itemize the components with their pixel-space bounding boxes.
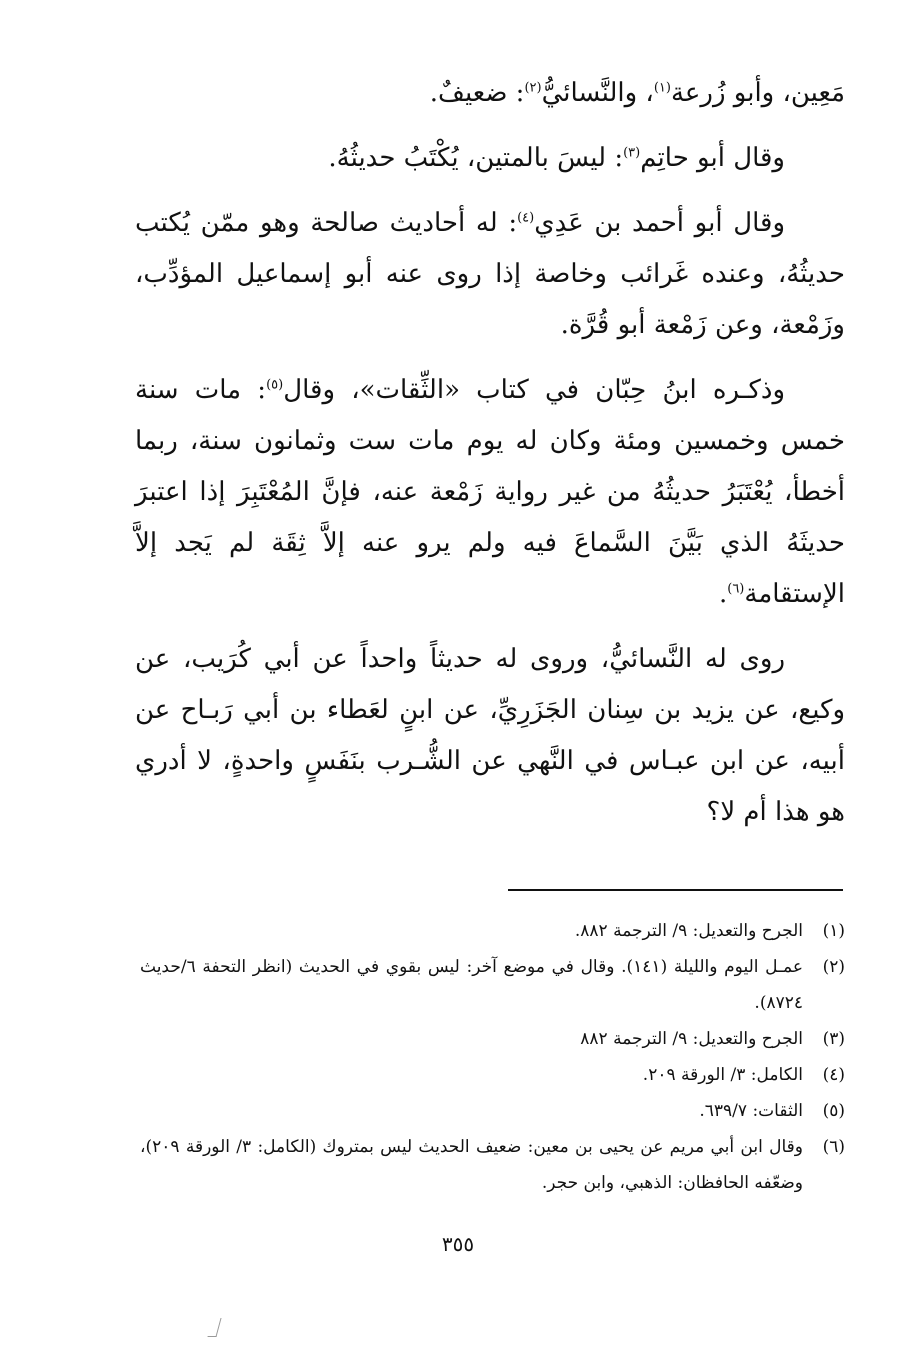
paragraph-4	[135, 365, 845, 620]
footnote-ref-3: (٣)	[623, 145, 641, 161]
paragraph-1-text-a: مَعِين، وأبو زُرعة	[670, 78, 845, 108]
footnote-3	[140, 1021, 845, 1057]
footnote-1	[140, 913, 845, 949]
footnote-text: عمـل اليوم والليلة (١٤١). وقال في موضع آخر: ليس بقوي في الحديث (انظر التحفة ٦/حديث ٨٧٢٤).	[140, 957, 804, 1013]
footnote-number: (٦)	[822, 1137, 845, 1157]
footnote-ref-6: (٦)	[727, 581, 745, 597]
paragraph-1-text-c: : ضعيفٌ.	[429, 78, 525, 108]
paragraph-4-text-b: : مات سنة خمس وخمسين ومئة وكان له يوم مات ست وثمانون سنة، ربما أخطأ، يُعْتَبَرُ حديثُهُ من غير رواية زَمْعة عنه، فإنَّ المُعْتَبِرَ إذا اعتبرَ حديثَهُ الذي بَيَّنَ السَّماعَ فيه ولم يرو عنه إلاَّ ثِقَة لم يَجد إلاَّ الإستقامة	[135, 375, 845, 609]
footnotes	[140, 913, 845, 1201]
footnote-number: (٥)	[822, 1101, 845, 1121]
footnote-number: (٢)	[822, 957, 845, 977]
scan-mark	[207, 1318, 221, 1337]
footnote-ref-4: (٤)	[517, 210, 535, 226]
paragraph-3-text-b: : له أحاديث صالحة وهو ممّن يُكتب حديثُهُ، وعنده غَرائب وخاصة إذا روى عنه أبو إسماعيل المؤدِّب، وزَمْعة، وعن زَمْعة أبو قُرَّة.	[135, 208, 845, 340]
footnote-separator	[508, 889, 843, 891]
footnote-ref-1: (١)	[653, 80, 671, 96]
paragraph-2	[135, 133, 845, 184]
footnote-text: الكامل: ٣/ الورقة ٢٠٩.	[642, 1065, 803, 1085]
footnote-number: (٤)	[822, 1065, 845, 1085]
footnote-text: وقال ابن أبي مريم عن يحيى بن معين: ضعيف الحديث ليس بمتروك (الكامل: ٣/ الورقة ٢٠٩)، وضعّفه الحافظان: الذهبي، وابن حجر.	[140, 1137, 803, 1193]
footnote-5	[140, 1093, 845, 1129]
footnote-number: (١)	[822, 921, 845, 941]
footnote-number: (٣)	[822, 1029, 845, 1049]
paragraph-3	[135, 198, 845, 351]
paragraph-2-text-a: وقال أبو حاتِم	[640, 143, 785, 173]
paragraph-5: روى له النَّسائيُّ، وروى له حديثاً واحداً عن أبي كُرَيب، عن وكيع، عن يزيد بن سِنان الجَزَرِيِّ، عن ابنٍ لعَطاء بن أبي رَبـاح عن أبيه، عن ابن عبـاس في النَّهي عن الشُّـرب بنَفَسٍ واحدةٍ، لا أدري هو هذا أم لا؟	[135, 644, 845, 827]
main-text	[135, 68, 845, 838]
paragraph-1	[135, 68, 845, 119]
paragraph-4-text-c: .	[718, 579, 728, 609]
paragraph-2-text-b: : ليسَ بالمتين، يُكْتَبُ حديثُهُ.	[328, 143, 624, 173]
footnote-6	[140, 1129, 845, 1201]
footnote-2	[140, 949, 845, 1021]
page-number: ٣٥٥	[441, 1232, 475, 1256]
footnote-ref-2: (٢)	[524, 80, 542, 96]
footnote-text: الثقات: ٦٣٩/٧.	[699, 1101, 803, 1121]
paragraph-3-text-a: وقال أبو أحمد بن عَدِي	[534, 208, 785, 238]
footnote-4	[140, 1057, 845, 1093]
footnote-ref-5: (٥)	[266, 377, 284, 393]
footnote-text: الجرح والتعديل: ٩/ الترجمة ٨٨٢.	[574, 921, 803, 941]
footnote-text: الجرح والتعديل: ٩/ الترجمة ٨٨٢	[580, 1029, 803, 1049]
paragraph-4-text-a: وذكـره ابنُ حِبّان في كتاب «الثِّقات»، وقال	[283, 375, 786, 405]
paragraph-1-text-b: ، والنَّسائيُّ	[541, 78, 654, 108]
